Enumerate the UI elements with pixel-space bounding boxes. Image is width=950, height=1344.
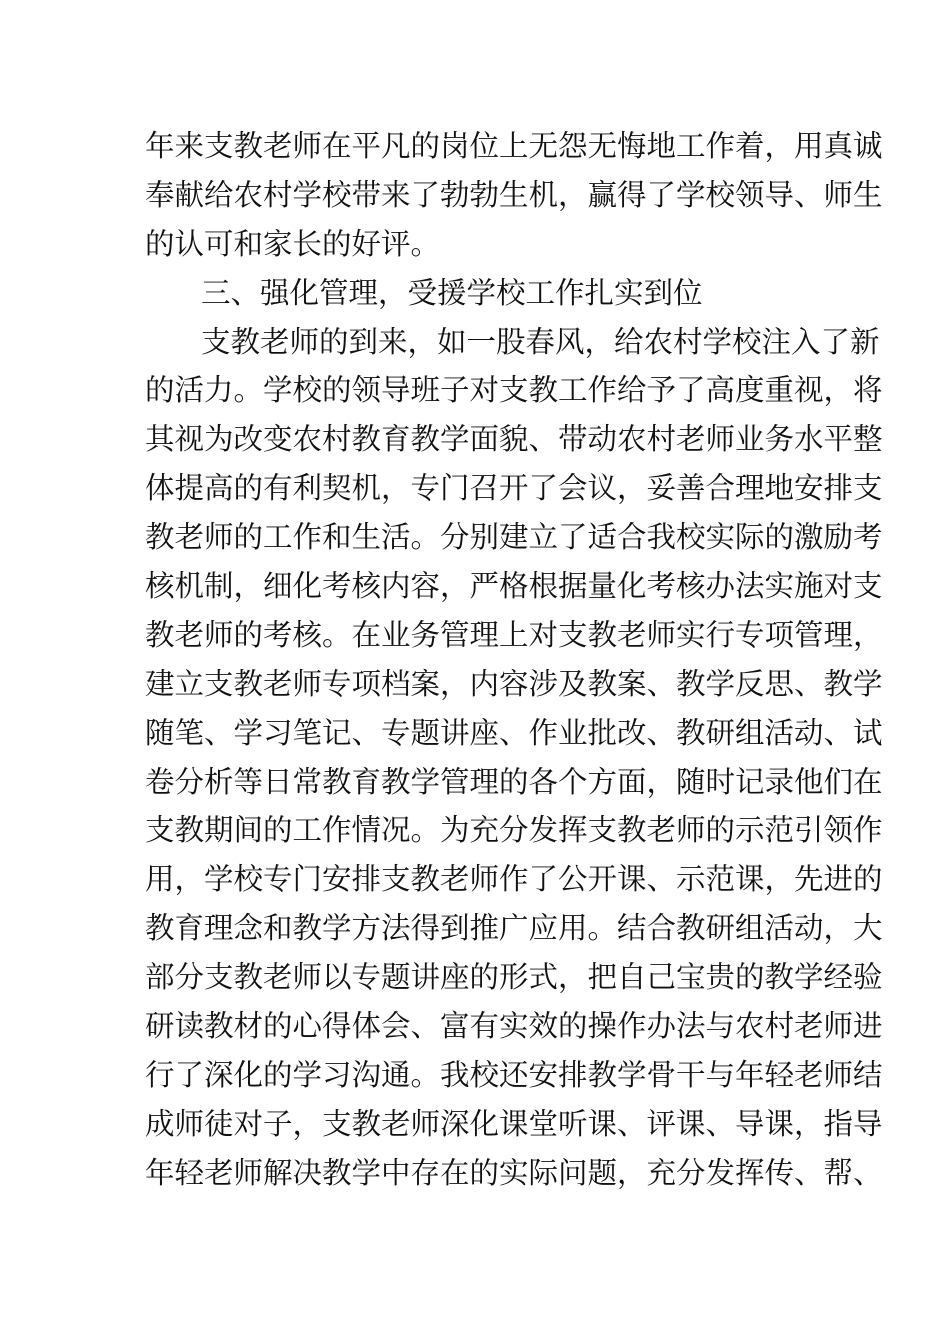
text-line: 教老师的考核。在业务管理上对支教老师实行专项管理， [145,617,883,652]
text-line: 的活力。学校的领导班子对支教工作给予了高度重视，将 [145,373,883,408]
text-line: 年轻老师解决教学中存在的实际问题，充分发挥传、帮、 [145,1155,883,1190]
document-body [145,122,883,1198]
text-line: 卷分析等日常教育教学管理的各个方面，随时记录他们在 [145,764,883,799]
text-line: 部分支教老师以专题讲座的形式，把自己宝贵的教学经验 [145,960,883,995]
text-line: 教育理念和教学方法得到推广应用。结合教研组活动，大 [145,911,883,946]
text-line: 的认可和家长的好评。 [145,226,441,261]
text-line: 行了深化的学习沟通。我校还安排教学骨干与年轻老师结 [145,1057,883,1092]
section-heading: 三、强化管理，受援学校工作扎实到位 [201,275,703,310]
text-line: 体提高的有利契机，专门召开了会议，妥善合理地安排支 [145,471,883,506]
text-line: 教老师的工作和生活。分别建立了适合我校实际的激励考 [145,520,883,555]
text-line: 支教期间的工作情况。为充分发挥支教老师的示范引领作 [145,813,883,848]
text-line: 随笔、学习笔记、专题讲座、作业批改、教研组活动、试 [145,715,883,750]
text-line: 其视为改变农村教育教学面貌、带动农村老师业务水平整 [145,422,883,457]
text-line: 奉献给农村学校带来了勃勃生机，赢得了学校领导、师生 [145,177,883,212]
text-line: 支教老师的到来，如一股春风，给农村学校注入了新 [201,324,880,359]
text-line: 成师徒对子，支教老师深化课堂听课、评课、导课，指导 [145,1106,883,1141]
text-line: 研读教材的心得体会、富有实效的操作办法与农村老师进 [145,1009,883,1044]
text-line: 用，学校专门安排支教老师作了公开课、示范课，先进的 [145,862,883,897]
text-line: 年来支教老师在平凡的岗位上无怨无悔地工作着，用真诚 [145,129,883,163]
text-line: 建立支教老师专项档案，内容涉及教案、教学反思、教学 [145,666,883,701]
text-line: 核机制，细化考核内容，严格根据量化考核办法实施对支 [145,569,883,604]
